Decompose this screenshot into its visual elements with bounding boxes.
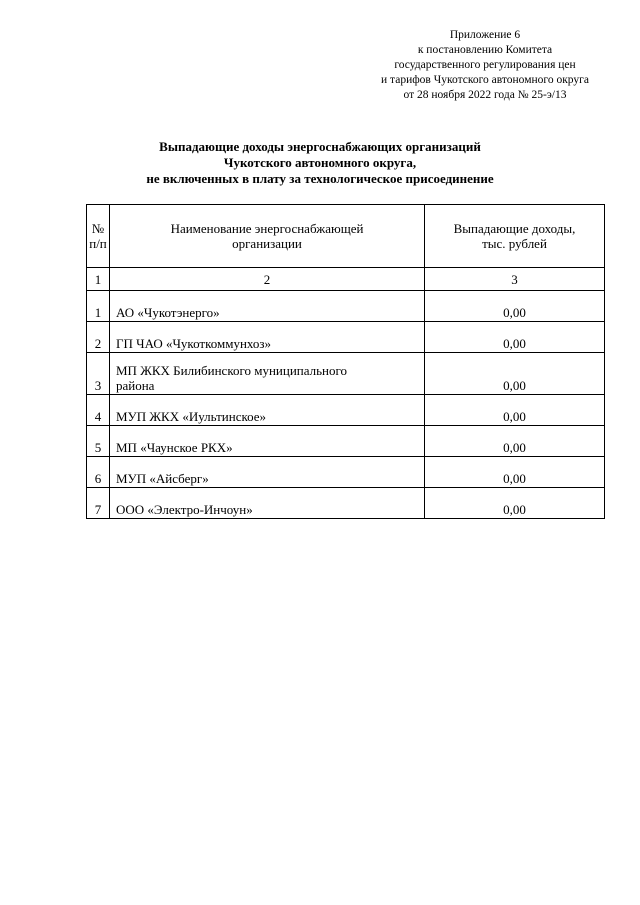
row-value: 0,00 — [425, 353, 605, 395]
row-value: 0,00 — [425, 426, 605, 457]
column-number: 2 — [110, 268, 425, 291]
row-name: МУП ЖКХ «Иультинское» — [110, 395, 425, 426]
row-num: 6 — [87, 457, 110, 488]
column-number-row — [87, 268, 605, 291]
table-row — [87, 457, 605, 488]
appendix-line: от 28 ноября 2022 года № 25-э/13 — [403, 89, 567, 101]
row-num: 2 — [87, 322, 110, 353]
row-name: ГП ЧАО «Чукоткоммунхоз» — [110, 322, 425, 353]
table-row — [87, 395, 605, 426]
header-text: Наименование энергоснабжающей — [170, 221, 364, 236]
row-name-line: МП ЖКХ Билибинского муниципального — [116, 363, 348, 378]
document-title — [80, 139, 560, 187]
appendix-line: и тарифов Чукотского автономного округа — [381, 74, 589, 86]
appendix-line: государственного регулирования цен — [394, 59, 576, 71]
row-name: МУП «Айсберг» — [110, 457, 425, 488]
row-num: 3 — [87, 353, 110, 395]
header-text: Выпадающие доходы, — [453, 221, 576, 236]
income-table — [86, 204, 605, 519]
row-name — [110, 353, 425, 395]
row-num: 4 — [87, 395, 110, 426]
row-num: 7 — [87, 488, 110, 519]
row-name: МП «Чаунское РКХ» — [110, 426, 425, 457]
row-value: 0,00 — [425, 457, 605, 488]
header-text: организации — [232, 236, 302, 251]
column-number: 1 — [87, 268, 110, 291]
table-row — [87, 426, 605, 457]
row-value: 0,00 — [425, 488, 605, 519]
header-text: № — [91, 221, 105, 236]
row-num: 5 — [87, 426, 110, 457]
header-income — [425, 205, 605, 268]
header-num — [87, 205, 110, 268]
table-header-row — [87, 205, 605, 268]
column-number: 3 — [425, 268, 605, 291]
row-value: 0,00 — [425, 291, 605, 322]
row-num: 1 — [87, 291, 110, 322]
header-text: тыс. рублей — [482, 236, 547, 251]
row-value: 0,00 — [425, 322, 605, 353]
appendix-line: Приложение 6 — [449, 29, 521, 41]
appendix-line: к постановлению Комитета — [417, 44, 553, 56]
row-name-line: района — [116, 378, 155, 393]
row-name: АО «Чукотэнерго» — [110, 291, 425, 322]
appendix-block — [330, 28, 640, 103]
header-name — [110, 205, 425, 268]
table-row — [87, 353, 605, 395]
table-row — [87, 322, 605, 353]
row-name: ООО «Электро-Инчоун» — [110, 488, 425, 519]
title-line: Выпадающие доходы энергоснабжающих организаций — [159, 139, 481, 154]
table-row — [87, 291, 605, 322]
title-line: не включенных в плату за технологическое присоединение — [146, 171, 494, 186]
header-text: п/п — [89, 236, 107, 251]
title-line: Чукотского автономного округа, — [223, 155, 417, 170]
table-row — [87, 488, 605, 519]
row-value: 0,00 — [425, 395, 605, 426]
